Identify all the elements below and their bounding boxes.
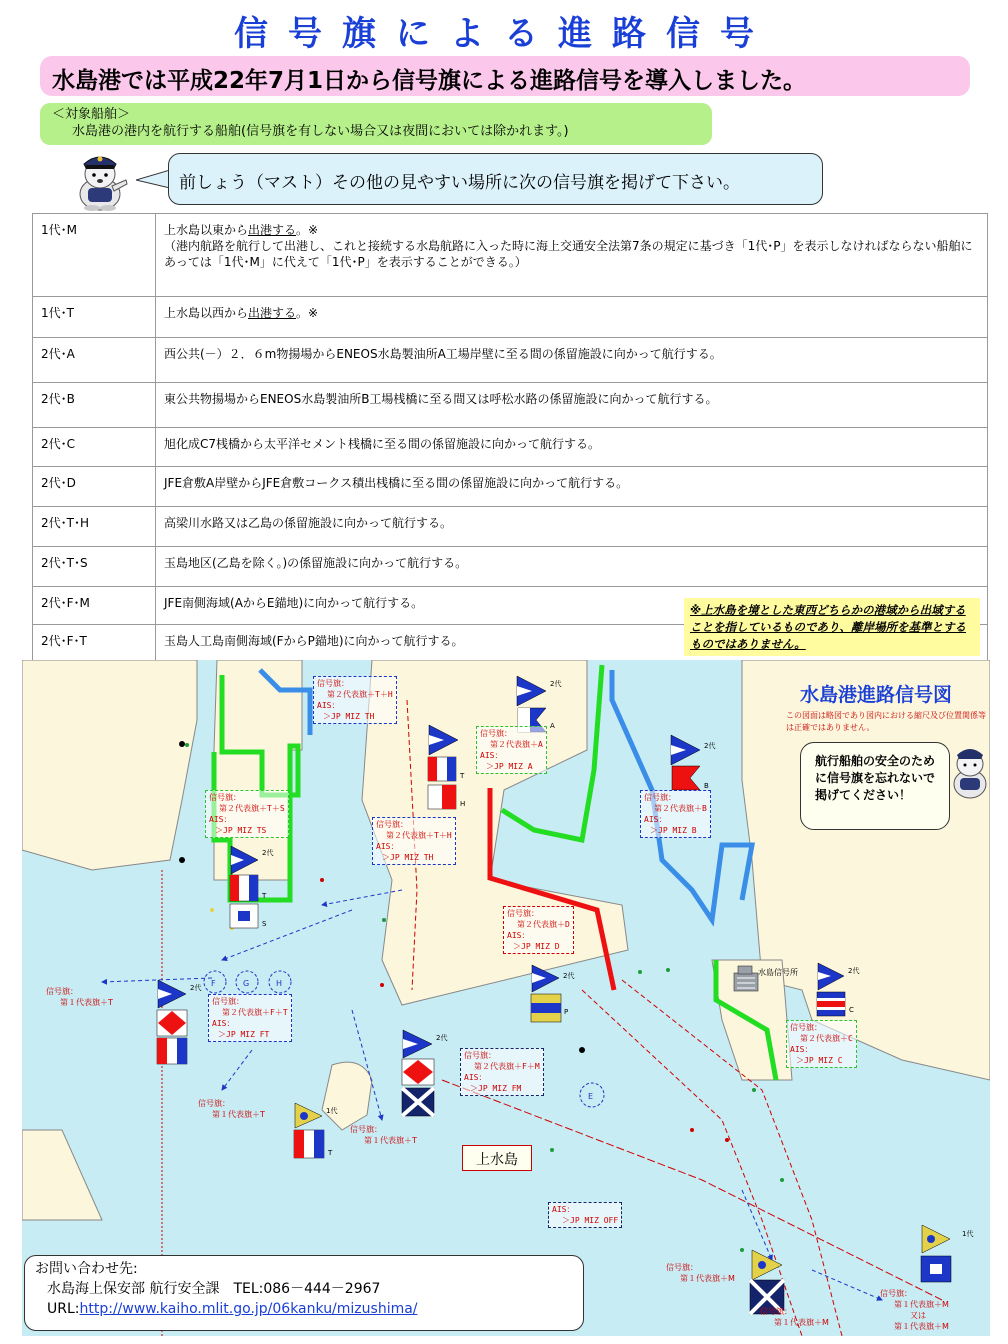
subtitle-banner: 水島港では平成22年7月1日から信号旗による進路信号を導入しました。	[40, 56, 970, 96]
contact-office: 水島海上保安部 航行安全課 TEL:086－444－2967	[47, 1281, 381, 1297]
page-title: 信号旗による進路信号	[234, 14, 774, 54]
route-text: 上水島以東から	[164, 223, 249, 237]
flag-caption: 2代	[262, 849, 274, 857]
route-description: 東公共物揚場からENEOS水島製油所B工場桟橋に至る間又は呼松水路の係留施設に向かって航行する。	[156, 383, 988, 428]
route-signal-table	[32, 213, 988, 663]
safety-callout: 航行船舶の安全のために信号旗を忘れないで掲げてください！	[800, 742, 950, 830]
contact-url-link[interactable]: http://www.kaiho.mlit.go.jp/06kanku/mizushima/	[79, 1301, 418, 1317]
flag-caption: 2代	[848, 967, 860, 975]
route-description: JFE南側海域(AからE錨地)に向かって航行する。	[156, 587, 988, 625]
label-b: 信号旗： 第２代表旗＋B AIS： ＞JP MIZ B	[640, 790, 711, 838]
flag-caption: P	[564, 1008, 569, 1016]
map-disclaimer: この図面は略図であり図内における縮尺及び位置関係等は正確ではありません。	[786, 711, 986, 732]
anchorage-label: G	[243, 979, 250, 988]
flag-caption: B	[704, 782, 709, 790]
table-row	[33, 338, 988, 383]
route-code: 2代･T･S	[33, 547, 156, 587]
exit-area-note: ※上水島を境とした東西どちらかの港域から出域することを指しているものであり、離岸場所を基準とするものではありません。	[684, 598, 980, 656]
label-fm: 信号旗： 第２代表旗＋F＋M AIS： ＞JP MIZ FM	[460, 1048, 544, 1096]
label-ft: 信号旗： 第２代表旗＋F＋T AIS： ＞JP MIZ FT	[208, 994, 292, 1042]
route-detail: （港内航路を航行して出港し、これと接続する水島航路に入った時に海上交通安全法第7条の規定に基づき「1代･P」を表示しなければならない船舶にあっては「1代･M」に代えて「1代･P」を表示することができる。）	[164, 239, 973, 269]
table-row	[33, 214, 988, 297]
flag-caption: 2代	[704, 742, 716, 750]
table-row	[33, 428, 988, 467]
route-text-underlined: 出港する	[248, 223, 297, 237]
label-t-mid1: 信号旗： 第１代表旗＋T	[198, 1099, 265, 1119]
table-row	[33, 297, 988, 338]
route-code: 2代･F･T	[33, 625, 156, 663]
table-row	[33, 507, 988, 547]
route-description: JFE倉敷A岸壁からJFE倉敷コークス積出桟橋に至る間の係留施設に向かって航行する。	[156, 467, 988, 507]
target-vessels-box	[40, 103, 712, 145]
flag-caption: 1代	[962, 1230, 974, 1238]
station-label: 水島信号所	[758, 968, 798, 977]
route-code: 2代･B	[33, 383, 156, 428]
flag-caption: H	[460, 800, 466, 808]
anchorage-label: H	[276, 979, 283, 988]
island-label: 上水島	[462, 1145, 532, 1171]
url-label: URL:	[47, 1301, 80, 1317]
route-text-suffix: 。※	[296, 306, 319, 320]
land-northwest	[22, 660, 197, 870]
anchorage-label: F	[211, 979, 216, 988]
route-code: 2代･A	[33, 338, 156, 383]
instruction-bubble: 前しょう（マスト）その他の見やすい場所に次の信号旗を掲げて下さい。	[168, 153, 823, 205]
route-description: 玉島人工島南側海域(FからP錨地)に向かって航行する。	[156, 625, 988, 663]
flag-caption: 2代	[436, 1034, 448, 1042]
flag-caption: 2代	[550, 680, 562, 688]
anchorage-label: E	[588, 1092, 594, 1101]
route-code: 2代･C	[33, 428, 156, 467]
target-heading: ＜対象船舶＞	[52, 107, 131, 122]
table-row	[33, 547, 988, 587]
label-m-right: 信号旗： 第１代表旗＋M 又は 第１代表旗＋M	[880, 1289, 949, 1331]
route-description: 西公共(－）２．６m物揚場からENEOS水島製油所A工場岸壁に至る間の係留施設に向かって航行する。	[156, 338, 988, 383]
table-row	[33, 467, 988, 507]
flag-caption: T	[460, 772, 465, 780]
route-code: 2代･T･H	[33, 507, 156, 547]
route-description: 玉島地区(乙島を除く。)の係留施設に向かって航行する。	[156, 547, 988, 587]
flag-caption: 1代	[326, 1107, 338, 1115]
table-row	[33, 383, 988, 428]
label-m-bottom: 信号旗： 第１代表旗＋M	[666, 1263, 735, 1283]
label-a: 信号旗： 第２代表旗＋A AIS： ＞JP MIZ A	[476, 726, 547, 774]
label-m-bottom2: 信号旗： 第１代表旗＋M	[760, 1307, 829, 1327]
flag-caption: 2代	[190, 984, 202, 992]
target-body: 水島港の港内を航行する船舶(信号旗を有しない場合又は夜間においては除かれます。)	[72, 124, 569, 139]
contact-heading: お問い合わせ先:	[35, 1261, 138, 1277]
map-title: 水島港進路信号図	[800, 684, 953, 706]
route-description	[156, 214, 988, 297]
route-text-suffix: 。※	[296, 223, 319, 237]
label-th-mid: 信号旗： 第２代表旗＋T＋H AIS： ＞JP MIZ TH	[372, 817, 456, 865]
label-d: 信号旗： 第２代表旗＋D AIS： ＞JP MIZ D	[503, 906, 574, 954]
label-off: AIS： ＞JP MIZ OFF	[548, 1202, 622, 1228]
mascot-icon	[944, 740, 996, 800]
route-text-underlined: 出港する	[248, 306, 297, 320]
speech-tail-icon	[136, 168, 172, 190]
route-code: 1代･T	[33, 297, 156, 338]
flag-caption: A	[550, 722, 555, 730]
route-description: 高梁川水路又は乙島の係留施設に向かって航行する。	[156, 507, 988, 547]
label-t-left: 信号旗： 第１代表旗＋T	[46, 987, 113, 1007]
contact-url-line	[35, 1299, 583, 1319]
route-code: 2代･D	[33, 467, 156, 507]
route-text: 上水島以西から	[164, 306, 249, 320]
route-code: 2代･F･M	[33, 587, 156, 625]
route-description: 旭化成C7桟橋から太平洋セメント桟橋に至る間の係留施設に向かって航行する。	[156, 428, 988, 467]
flag-caption: T	[328, 1149, 333, 1157]
label-t-mid2: 信号旗： 第１代表旗＋T	[350, 1125, 417, 1145]
flag-caption: 2代	[563, 972, 575, 980]
contact-box	[24, 1255, 584, 1331]
route-description	[156, 297, 988, 338]
mascot-icon	[68, 146, 132, 212]
flag-caption: C	[849, 1006, 854, 1014]
label-c: 信号旗： 第２代表旗＋C AIS： ＞JP MIZ C	[786, 1020, 857, 1068]
route-code: 1代･M	[33, 214, 156, 297]
label-th-top: 信号旗： 第２代表旗＋T＋H AIS： ＞JP MIZ TH	[313, 676, 397, 724]
flag-caption: T	[262, 892, 267, 900]
label-ts: 信号旗： 第２代表旗＋T＋S AIS： ＞JP MIZ TS	[205, 790, 289, 838]
flag-caption: S	[262, 920, 267, 928]
